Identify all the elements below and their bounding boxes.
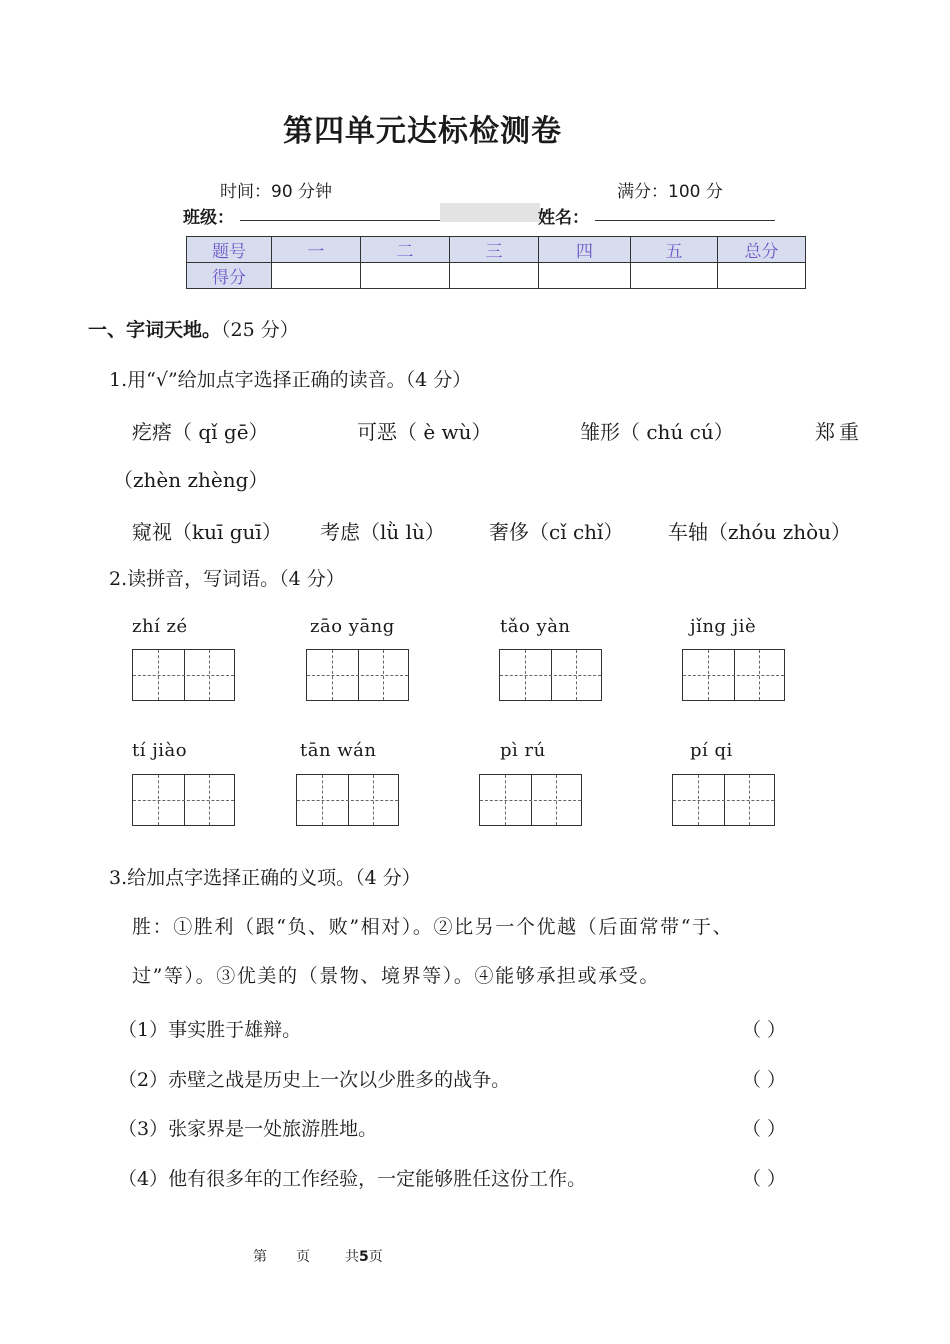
total-pages-unit: 页: [368, 1249, 383, 1265]
section-points: （25 分）: [221, 319, 299, 341]
score-header-cell: 五: [631, 237, 718, 263]
q1-item: 可恶（ è wù）: [357, 420, 492, 444]
total-pages-value: 5: [359, 1249, 369, 1265]
pinyin-label: jǐng jiè: [690, 616, 757, 637]
sentence-item: （3）张家界是一处旅游胜地。: [118, 1118, 378, 1140]
answer-bracket[interactable]: （ ）: [742, 1069, 787, 1091]
sentence-item: （4）他有很多年的工作经验，一定能够胜任这份工作。: [118, 1168, 587, 1190]
q1-item: 车轴（zhóu zhòu）: [668, 520, 852, 544]
q1-item: 疙瘩（ qǐ gē）: [132, 420, 269, 444]
writing-grid[interactable]: [672, 774, 775, 826]
q1-item: 考虑（lǜ lù）: [320, 520, 445, 544]
score-table-header-row: [187, 237, 806, 263]
total-pages-label: 共: [345, 1249, 359, 1265]
section-title: 一、字词天地。: [88, 319, 222, 341]
score-cell[interactable]: [718, 263, 806, 289]
writing-grid[interactable]: [306, 649, 409, 701]
pinyin-label: tǎo yàn: [500, 616, 571, 637]
writing-grid[interactable]: [479, 774, 582, 826]
score-header-cell: 总分: [718, 237, 806, 263]
writing-grid[interactable]: [499, 649, 602, 701]
writing-grid[interactable]: [296, 774, 399, 826]
score-cell[interactable]: [361, 263, 450, 289]
score-cell[interactable]: [272, 263, 361, 289]
definition-line: 胜：①胜利（跟“负、败”相对）。②比另一个优越（后面常带“于、: [132, 916, 734, 938]
score-header-cell: 题号: [187, 237, 272, 263]
pinyin-label: pì rú: [500, 740, 546, 761]
writing-grid[interactable]: [682, 649, 785, 701]
exam-time: 时间：90 分钟: [220, 182, 333, 202]
q1-item: 雏形（ chú cú）: [580, 420, 734, 444]
score-cell[interactable]: [631, 263, 718, 289]
score-cell[interactable]: [450, 263, 539, 289]
name-field[interactable]: [595, 220, 775, 221]
page-number-unit: 页: [296, 1249, 310, 1265]
pinyin-label: tí jiào: [132, 740, 188, 761]
writing-grid[interactable]: [132, 649, 235, 701]
answer-bracket[interactable]: （ ）: [742, 1118, 787, 1140]
section-heading: [88, 315, 299, 342]
class-label: 班级：: [183, 208, 234, 228]
answer-bracket[interactable]: （ ）: [742, 1019, 787, 1041]
question-2-prompt: 2.读拼音，写词语。（4 分）: [109, 568, 345, 590]
score-row-label: 得分: [187, 263, 272, 289]
definition-line: 过”等）。③优美的（景物、境界等）。④能够承担或承受。: [132, 965, 660, 987]
sentence-item: （2）赤壁之战是历史上一次以少胜多的战争。: [118, 1069, 511, 1091]
gray-band: [440, 203, 540, 222]
q1-item: 郑重: [815, 420, 863, 444]
question-3-prompt: 3.给加点字选择正确的义项。（4 分）: [109, 867, 421, 889]
q1-item: 窥视（kuī guī）: [132, 520, 282, 544]
score-table: [186, 236, 806, 289]
score-header-cell: 三: [450, 237, 539, 263]
score-header-cell: 二: [361, 237, 450, 263]
page-title: 第四单元达标检测卷: [283, 114, 562, 149]
pinyin-label: zāo yāng: [310, 616, 395, 637]
name-label: 姓名：: [538, 208, 589, 228]
score-table-score-row: [187, 263, 806, 289]
q1-item: 奢侈（cǐ chǐ）: [489, 520, 624, 544]
pinyin-label: zhí zé: [132, 616, 188, 637]
question-1-prompt: 1.用“√”给加点字选择正确的读音。（4 分）: [109, 369, 472, 391]
page-number-label: 第: [253, 1249, 267, 1265]
pinyin-label: tān wán: [300, 740, 377, 761]
class-field[interactable]: [240, 220, 440, 221]
score-header-cell: 一: [272, 237, 361, 263]
score-cell[interactable]: [539, 263, 631, 289]
score-header-cell: 四: [539, 237, 631, 263]
writing-grid[interactable]: [132, 774, 235, 826]
q1-item: （zhèn zhèng）: [113, 468, 269, 492]
total-pages: [345, 1246, 383, 1266]
full-score: 满分：100 分: [617, 182, 723, 202]
pinyin-label: pí qi: [690, 740, 733, 761]
answer-bracket[interactable]: （ ）: [742, 1168, 787, 1190]
sentence-item: （1）事实胜于雄辩。: [118, 1019, 302, 1041]
